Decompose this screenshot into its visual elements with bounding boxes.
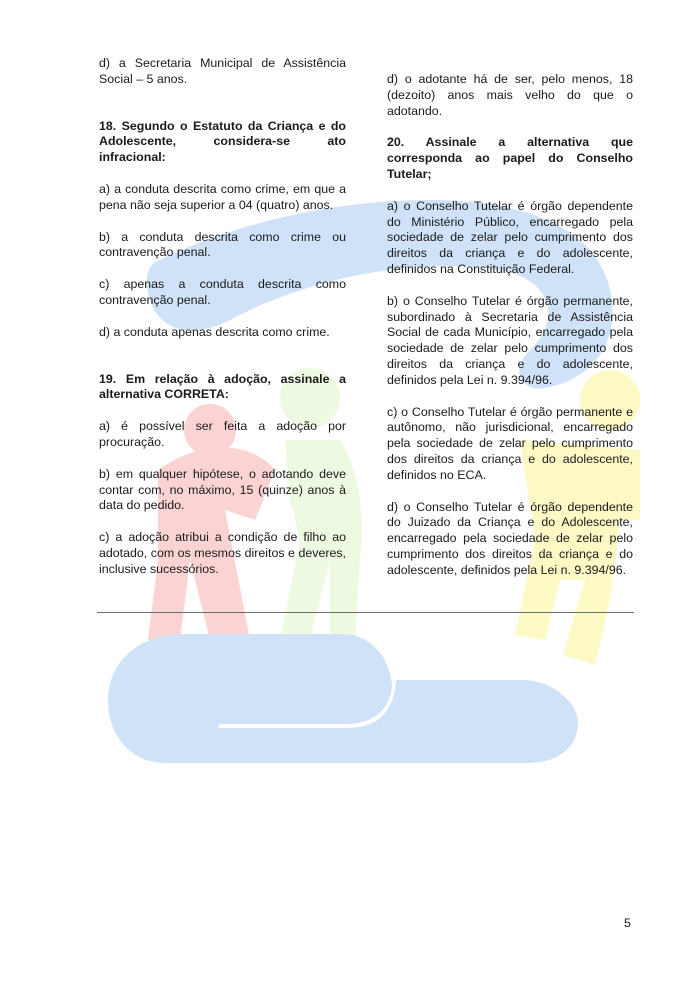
section-divider bbox=[97, 612, 634, 613]
q20-option-b: b) o Conselho Tutelar é órgão permanente, subordinado à Secretaria de Assistência Social de cada Município, encarregado pela sociedade de zelar pelo cumprimento dos direitos da criança e do adolescente, definidos pela Lei n. 9.394/96. bbox=[387, 293, 633, 387]
q20-option-c: c) o Conselho Tutelar é órgão permanente e autônomo, não jurisdicional, encarregado pela sociedade de zelar pelo cumprimento dos direitos da criança e do adolescente, definidos no ECA. bbox=[387, 404, 633, 482]
question-19-title: 19. Em relação à adoção, assinale a alternativa CORRETA: bbox=[99, 371, 346, 402]
q19-option-c: c) a adoção atribui a condição de filho ao adotado, com os mesmos direitos e deveres, inclusive sucessórios. bbox=[99, 530, 346, 576]
question-18-title: 18. Segundo o Estatuto da Criança e do Adolescente, considera-se ato infracional: bbox=[99, 118, 346, 165]
question-20-title: 20. Assinale a alternativa que corresponda ao papel do Conselho Tutelar; bbox=[387, 135, 633, 181]
q18-option-a: a) a conduta descrita como crime, em que a pena não seja superior a 04 (quatro) anos. bbox=[99, 181, 346, 212]
q17-option-d: d) a Secretaria Municipal de Assistência Social – 5 anos. bbox=[99, 56, 346, 86]
q19-option-b: b) em qualquer hipótese, o adotando deve contar com, no máximo, 15 (quinze) anos à data do pedido. bbox=[99, 466, 346, 513]
q18-option-d: d) a conduta apenas descrita como crime. bbox=[99, 324, 330, 339]
q20-option-d: d) o Conselho Tutelar é órgão dependente do Juizado da Criança e do Adolescente, encarregado pela sociedade de zelar pelo cumprimento dos direitos da criança e do adolescente, definidos pela Lei n. 9.394/96. bbox=[387, 499, 633, 577]
q19-option-a: a) é possível ser feita a adoção por procuração. bbox=[99, 419, 346, 449]
left-column bbox=[99, 56, 346, 594]
right-column bbox=[387, 72, 633, 595]
q20-option-a: a) o Conselho Tutelar é órgão dependente do Ministério Público, encarregado pela sociedade de zelar pelo cumprimento dos direitos da criança e do adolescente, definidos na Constituição Federal. bbox=[387, 198, 633, 276]
q18-option-c: c) apenas a conduta descrita como contravenção penal. bbox=[99, 277, 346, 307]
q19-option-d: d) o adotante há de ser, pelo menos, 18 (dezoito) anos mais velho do que o adotando. bbox=[387, 72, 633, 118]
page-number: 5 bbox=[624, 916, 631, 930]
q18-option-b: b) a conduta descrita como crime ou contravenção penal. bbox=[99, 229, 346, 260]
